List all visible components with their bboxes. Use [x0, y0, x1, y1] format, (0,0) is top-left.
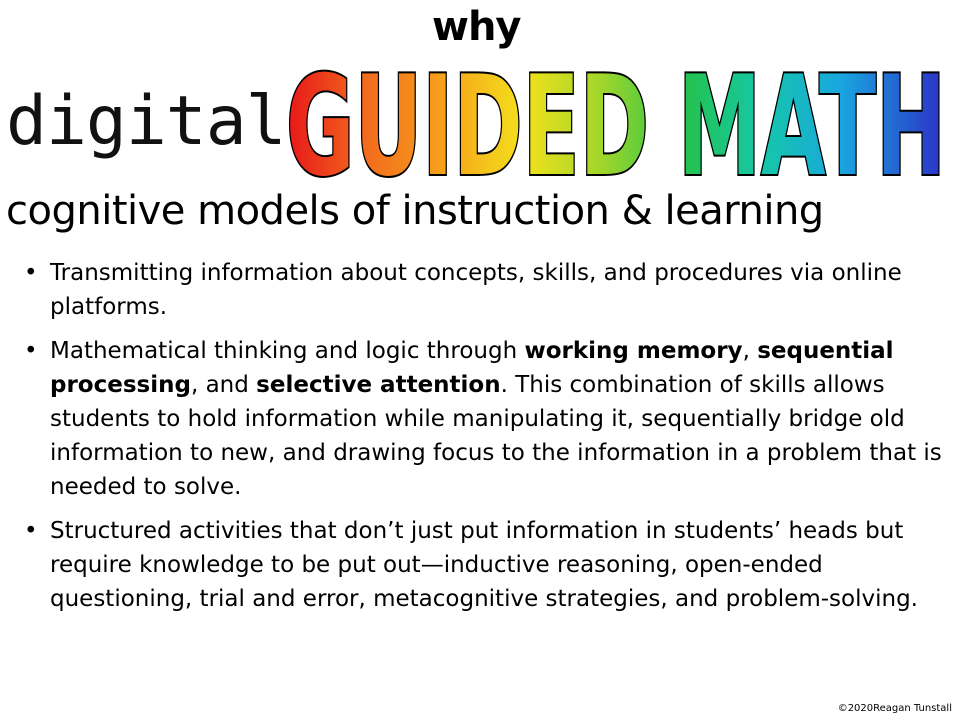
subtitle: cognitive models of instruction & learning: [6, 188, 824, 234]
bullet-text-3: Structured activities that don’t just put information in students’ heads but require knowledge to be put out—inductive reasoning, open-ended questioning, trial and error, metacognitive strategies, and problem-solving.: [50, 518, 918, 612]
bullet-item-1: [24, 256, 944, 324]
bullet-dot: •: [24, 260, 38, 286]
bold-sequential-processing: sequential processing: [50, 338, 894, 398]
bullet-text-1: Transmitting information about concepts, skills, and procedures via online platforms.: [50, 260, 902, 320]
copyright: ©2020Reagan Tunstall: [837, 703, 952, 714]
guided-math-text: GUIDED MATH: [286, 52, 946, 186]
bullet-text-2-post: . This combination of skills allows students to hold information while manipulating it, sequentially bridge old information to new, and drawing focus to the information in a problem that is needed to solve.: [50, 372, 942, 500]
bullet-dot: •: [24, 518, 38, 544]
bullet-text-2-mid1: ,: [742, 338, 758, 364]
bullet-text-2-mid2: , and: [190, 372, 257, 398]
bullet-list: [24, 256, 944, 626]
bullet-item-2: [24, 334, 944, 504]
title-digital: digital: [6, 82, 286, 161]
bullet-item-3: [24, 514, 944, 616]
bullet-text-2-pre: Mathematical thinking and logic through: [50, 338, 525, 364]
bold-working-memory: working memory: [524, 338, 743, 364]
bold-selective-attention: selective attention: [256, 372, 501, 398]
title-guided-math: [278, 52, 954, 186]
title-why: why: [432, 4, 521, 50]
bullet-dot: •: [24, 338, 38, 364]
